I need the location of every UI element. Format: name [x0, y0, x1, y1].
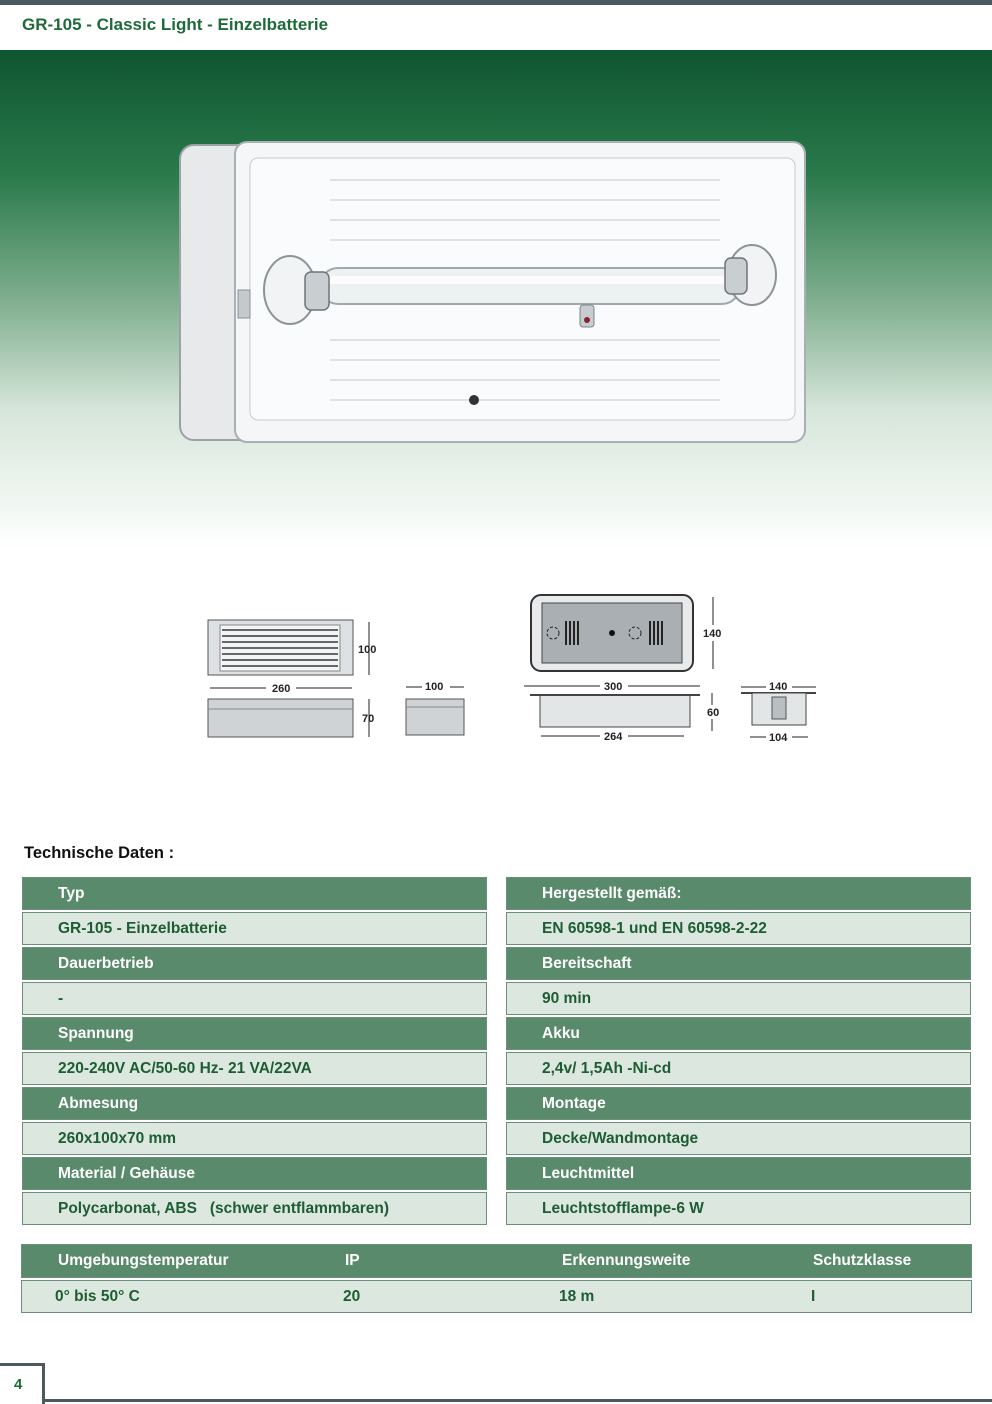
dim-label: 140 — [769, 681, 788, 693]
column-header: Schutzklasse — [813, 1252, 912, 1269]
table-header-row — [21, 1244, 972, 1278]
spec-label: Montage — [506, 1087, 971, 1120]
spec-value: GR-105 - Einzelbatterie — [22, 912, 487, 945]
spec-value: 260x100x70 mm — [22, 1122, 487, 1155]
drawing-mounting-plate — [524, 595, 726, 743]
dim-label: 264 — [604, 731, 623, 743]
spec-value: 90 min — [506, 982, 971, 1015]
table-row — [21, 1280, 972, 1313]
spec-label: Dauerbetrieb — [22, 947, 487, 980]
spec-table-right — [506, 877, 971, 1227]
spec-label: Akku — [506, 1017, 971, 1050]
table-cell: I — [811, 1287, 816, 1305]
dim-label: 140 — [703, 628, 722, 640]
dim-label: 100 — [358, 644, 377, 656]
dim-label: 300 — [604, 681, 623, 693]
dim-label: 260 — [272, 683, 291, 695]
spec-label: Leuchtmittel — [506, 1157, 971, 1190]
dim-label: 100 — [425, 681, 444, 693]
dim-label: 60 — [707, 707, 720, 719]
spec-label: Bereitschaft — [506, 947, 971, 980]
page-number-box — [0, 1363, 45, 1404]
dim-label: 104 — [769, 732, 788, 744]
page-title: GR-105 - Classic Light - Einzelbatterie — [22, 15, 329, 34]
spec-value: Polycarbonat, ABS (schwer entflammbaren) — [22, 1192, 487, 1225]
product-photo — [0, 50, 992, 550]
table-cell: 18 m — [559, 1287, 595, 1305]
spec-label: Spannung — [22, 1017, 487, 1050]
spec-value: 220-240V AC/50-60 Hz- 21 VA/22VA — [22, 1052, 487, 1085]
page-number: 4 — [14, 1376, 23, 1393]
drawing-mounting-side — [741, 679, 816, 744]
column-header: IP — [345, 1252, 360, 1269]
table-cell: 0° bis 50° C — [55, 1287, 140, 1305]
drawing-front-view — [208, 620, 376, 737]
technical-drawings — [0, 585, 992, 750]
spec-label: Material / Gehäuse — [22, 1157, 487, 1190]
spec-value: - — [22, 982, 487, 1015]
spec-value: 2,4v/ 1,5Ah -Ni-cd — [506, 1052, 971, 1085]
section-title: Technische Daten : — [24, 844, 175, 862]
footer-rule — [44, 1399, 992, 1402]
spec-value: Leuchtstofflampe-6 W — [506, 1192, 971, 1225]
table-cell: 20 — [343, 1287, 361, 1305]
spec-value: Decke/Wandmontage — [506, 1122, 971, 1155]
column-header: Erkennungsweite — [562, 1252, 691, 1269]
drawing-side-view — [406, 679, 464, 735]
spec-label: Hergestellt gemäß: — [506, 877, 971, 910]
spec-label: Abmesung — [22, 1087, 487, 1120]
spec-value: EN 60598-1 und EN 60598-2-22 — [506, 912, 971, 945]
environment-table — [21, 1244, 972, 1313]
spec-label: Typ — [22, 877, 487, 910]
top-bar — [0, 0, 992, 5]
column-header: Umgebungstemperatur — [58, 1252, 229, 1269]
dim-label: 70 — [362, 713, 375, 725]
spec-table-left — [22, 877, 487, 1227]
